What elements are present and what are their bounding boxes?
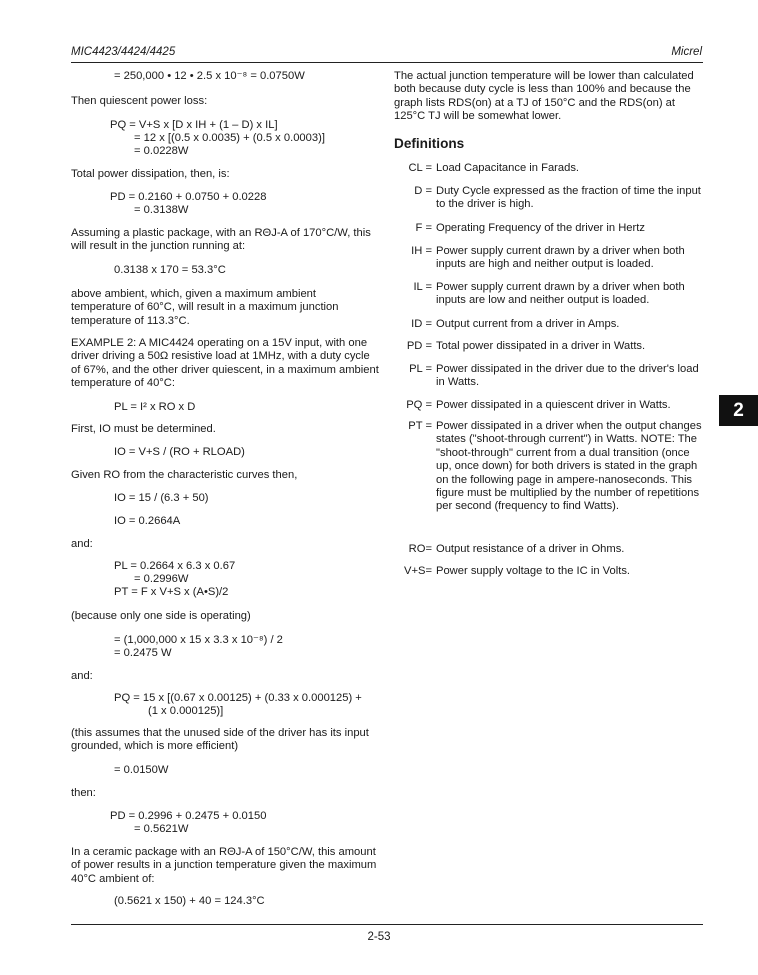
eq-line: = (1,000,000 x 15 x 3.3 x 10⁻⁸) / 2: [114, 634, 283, 646]
def-term: V+S=: [404, 565, 432, 577]
eq-line: = 250,000 • 12 • 2.5 x 10⁻⁸ = 0.0750W: [114, 70, 305, 82]
eq-line: PD = 0.2160 + 0.0750 + 0.0228: [110, 191, 267, 203]
eq-line: PQ = V+S x [D x IH + (1 – D) x IL]: [110, 119, 278, 131]
footer-rule: [71, 924, 703, 925]
eq-line: IO = 15 / (6.3 + 50): [114, 492, 209, 504]
eq-line: = 0.2475 W: [114, 647, 172, 659]
eq-line: PL = I² x RO x D: [114, 401, 196, 413]
def-term: ID =: [411, 318, 432, 330]
def-term: IH =: [411, 245, 432, 257]
eq-line: (1 x 0.000125)]: [148, 705, 224, 717]
page-number: 2-53: [367, 931, 391, 943]
def-desc: Power supply current drawn by a driver when both inputs are low and neither output is loaded.: [436, 281, 685, 307]
header-doc-title: MIC4423/4424/4425: [71, 46, 176, 58]
def-desc: Load Capacitance in Farads.: [436, 162, 580, 174]
def-desc: Output resistance of a driver in Ohms.: [436, 543, 625, 555]
eq-line: = 0.2996W: [134, 573, 189, 585]
def-term: PQ =: [406, 399, 432, 411]
header-rule: [71, 62, 703, 63]
def-desc: Total power dissipated in a driver in Watts.: [436, 340, 646, 352]
paragraph: EXAMPLE 2: A MIC4424 operating on a 15V input, with one driver driving a 50Ω resistive load at 1MHz, with a duty cycle of 67%, and the other driver quiescent, in a maximum ambient temperature of 40°C:: [71, 337, 379, 390]
text-line: Then quiescent power loss:: [71, 95, 208, 107]
def-desc: Power dissipated in a quiescent driver in Watts.: [436, 399, 671, 411]
eq-line: = 0.0150W: [114, 764, 169, 776]
def-desc: Power supply voltage to the IC in Volts.: [436, 565, 631, 577]
text-line: Total power dissipation, then, is:: [71, 168, 230, 180]
def-desc: Operating Frequency of the driver in Hertz: [436, 222, 645, 234]
text-line: and:: [71, 670, 93, 682]
def-desc: Duty Cycle expressed as the fraction of time the input to the driver is high.: [436, 185, 701, 211]
eq-line: PT = F x V+S x (A•S)/2: [114, 586, 229, 598]
eq-line: = 0.0228W: [134, 145, 189, 157]
def-term: PD =: [406, 340, 432, 352]
intro-paragraph: The actual junction temperature will be lower than calculated both because duty cycle is less than 100% and because the graph lists RDS(on) at a TJ of 150°C and the RDS(on) at 125°C TJ will be somewhat lower.: [394, 70, 694, 123]
eq-line: PD = 0.2996 + 0.2475 + 0.0150: [110, 810, 267, 822]
eq-line: IO = 0.2664A: [114, 515, 181, 527]
eq-line: = 0.5621W: [134, 823, 189, 835]
eq-line: PQ = 15 x [(0.67 x 0.00125) + (0.33 x 0.000125) +: [114, 692, 362, 704]
paragraph: Assuming a plastic package, with an RΘJ-A of 170°C/W, this will result in the junction running at:: [71, 227, 371, 253]
def-term: IL =: [413, 281, 432, 293]
eq-line: = 12 x [(0.5 x 0.0035) + (0.5 x 0.0003)]: [134, 132, 325, 144]
paragraph: above ambient, which, given a maximum ambient temperature of 60°C, will result in a maximum junction temperature of 113.3°C.: [71, 288, 339, 327]
text-line: Given RO from the characteristic curves then,: [71, 469, 298, 481]
text-line: (because only one side is operating): [71, 610, 251, 622]
def-desc: Power dissipated in a driver when the output changes states ("shoot-through current") in Watts. NOTE: The "shoot-through" current from a dual transition (once up, once down) for both drivers is stated in the graph on the following page in ampere-nanoseconds. This figure must be multiplied by the number of repetitions per second (frequency to find Watts).: [436, 420, 702, 513]
eq-line: IO = V+S / (RO + RLOAD): [114, 446, 245, 458]
eq-line: = 0.3138W: [134, 204, 189, 216]
def-term: F =: [415, 222, 432, 234]
eq-line: 0.3138 x 170 = 53.3°C: [114, 264, 226, 276]
text-line: then:: [71, 787, 96, 799]
def-desc: Output current from a driver in Amps.: [436, 318, 620, 330]
paragraph: (this assumes that the unused side of the driver has its input grounded, which is more efficient): [71, 727, 369, 753]
paragraph: In a ceramic package with an RΘJ-A of 150°C/W, this amount of power results in a junction temperature given the maximum 40°C ambient of:: [71, 846, 377, 885]
eq-line: PL = 0.2664 x 6.3 x 0.67: [114, 560, 236, 572]
section-heading-definitions: Definitions: [394, 136, 465, 151]
header-company: Micrel: [671, 46, 702, 58]
def-term: PL =: [409, 363, 432, 375]
def-term: RO=: [408, 543, 432, 555]
def-desc: Power supply current drawn by a driver when both inputs are high and neither output is loaded.: [436, 245, 685, 271]
def-term: CL =: [408, 162, 432, 174]
def-desc: Power dissipated in the driver due to the driver's load in Watts.: [436, 363, 699, 389]
text-line: and:: [71, 538, 93, 550]
def-term: PT =: [408, 420, 432, 432]
def-term: D =: [414, 185, 432, 197]
text-line: First, IO must be determined.: [71, 423, 216, 435]
section-tab: 2: [719, 395, 758, 426]
eq-line: (0.5621 x 150) + 40 = 124.3°C: [114, 895, 265, 907]
